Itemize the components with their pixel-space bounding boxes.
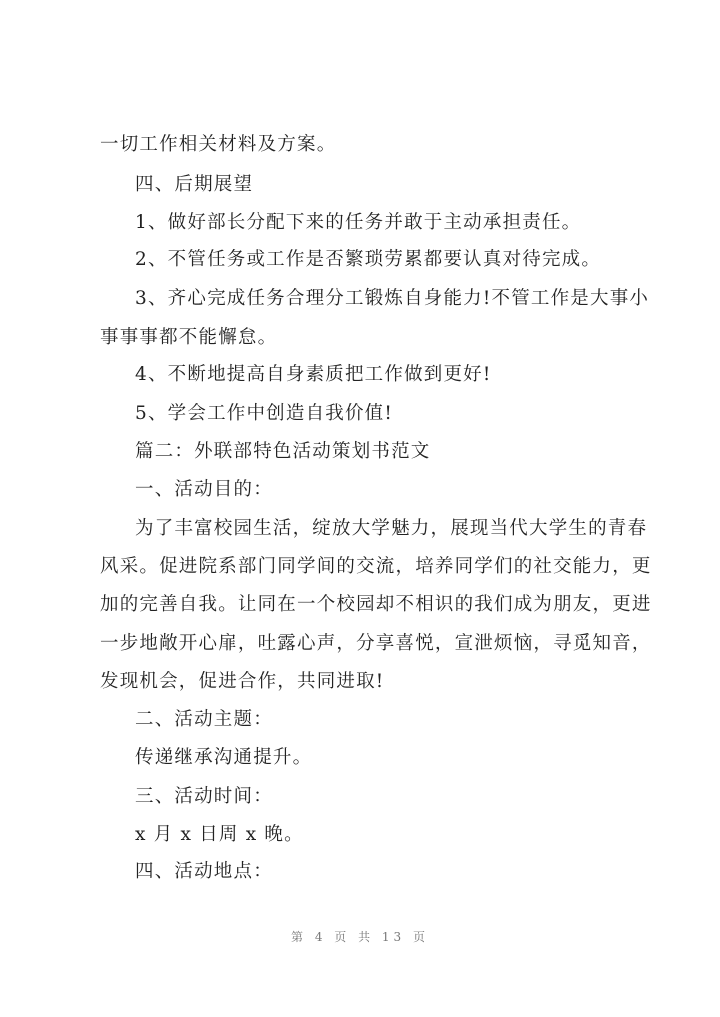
- text-line: x 月 x 日周 x 晚。: [135, 824, 304, 845]
- text-line: 一切工作相关材料及方案。: [100, 134, 337, 155]
- text-line: 风采。促进院系部门同学间的交流，培养同学们的社交能力，更: [100, 556, 652, 577]
- page-number-footer: 第 4 页 共 13 页: [291, 930, 429, 944]
- section-heading: 一、活动目的：: [135, 479, 273, 500]
- article-title: 篇二：外联部特色活动策划书范文: [135, 441, 431, 462]
- text-line: 1、做好部长分配下来的任务并敢于主动承担责任。: [135, 212, 582, 233]
- text-line: 4、不断地提高自身素质把工作做到更好!: [135, 364, 492, 385]
- text-line: 传递继承沟通提升。: [135, 747, 313, 768]
- text-line: 发现机会，促进合作，共同进取!: [100, 671, 385, 692]
- section-heading: 三、活动时间：: [135, 786, 273, 807]
- text-line: 事事事都不能懈怠。: [100, 327, 278, 348]
- text-line: 2、不管任务或工作是否繁琐劳累都要认真对待完成。: [135, 249, 602, 270]
- text-line: 为了丰富校园生活，绽放大学魅力，展现当代大学生的青春: [135, 518, 648, 539]
- section-heading: 四、后期展望: [135, 174, 254, 195]
- text-line: 一步地敞开心扉，吐露心声，分享喜悦，宣泄烦恼，寻觅知音，: [100, 633, 652, 654]
- text-line: 5、学会工作中创造自我价值!: [135, 403, 394, 424]
- section-heading: 二、活动主题：: [135, 709, 273, 730]
- text-line: 加的完善自我。让同在一个校园却不相识的我们成为朋友，更进: [100, 594, 652, 615]
- text-line: 3、齐心完成任务合理分工锻炼自身能力!不管工作是大事小: [135, 288, 650, 309]
- section-heading: 四、活动地点：: [135, 861, 273, 882]
